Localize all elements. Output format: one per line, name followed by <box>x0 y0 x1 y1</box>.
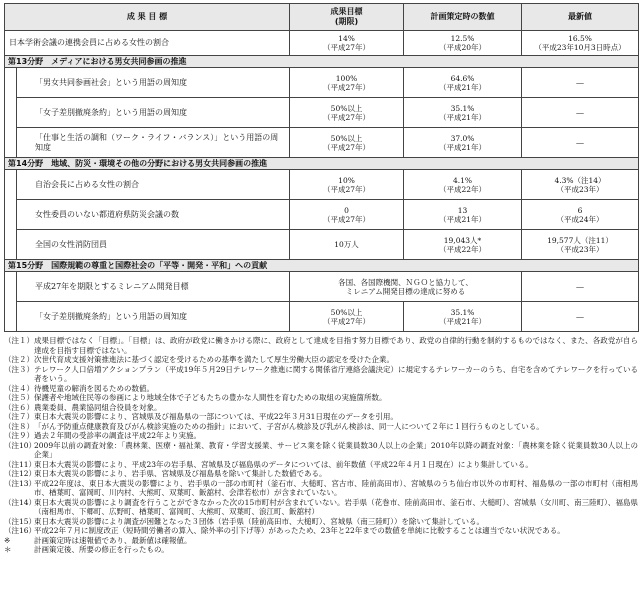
table-row <box>5 230 639 260</box>
latest-cell: 6 （平成24年） <box>522 200 639 230</box>
footnote-label: （注16） <box>4 526 37 536</box>
goals-table <box>4 3 639 332</box>
footnote-text: 次世代育成支援対策推進法に基づく認定を受けるための基準を満たして厚生労働大臣の認定を受けた企業。 <box>34 355 394 365</box>
goal-cell: 「仕事と生活の調和（ワーク・ライフ・バランス）」という用語の周知度 <box>17 128 290 158</box>
table-row <box>5 272 639 302</box>
latest-cell: ― <box>522 68 639 98</box>
target-cell: 14% （平成27年） <box>290 31 404 56</box>
document-page <box>4 3 638 555</box>
footnote-text: 計画策定時は速報値であり、最新値は確報値。 <box>34 535 192 545</box>
footnote <box>4 545 638 555</box>
footnote-label: （注10） <box>4 440 37 450</box>
table-row <box>5 68 639 98</box>
footnote-text: 計画策定後、所要の修正を行ったもの。 <box>34 545 169 555</box>
footnote-text: 東日本大震災の影響により調査を行うことができなかった次の15市町村が含まれていない。岩手県（花巻市、陸前高田市、釜石市、大槌町）、宮城県（女川町、南三陸町）、福島県（南相馬市、下郷町、広野町、楢葉町、富岡町、大熊町、双葉町、浪江町、飯舘村） <box>34 497 638 517</box>
baseline-cell: 12.5% （平成20年） <box>404 31 522 56</box>
latest-cell: 16.5% （平成23年10月3日時点） <box>522 31 639 56</box>
baseline-cell: 35.1% （平成21年） <box>404 302 522 332</box>
table-header-row <box>5 4 639 31</box>
goal-cell: 全国の女性消防団員 <box>17 230 290 260</box>
latest-cell: ― <box>522 98 639 128</box>
footnote-label: （注９） <box>4 431 34 441</box>
footnote <box>4 393 638 403</box>
latest-cell: 4.3%（注14） （平成23年） <box>522 170 639 200</box>
footnote <box>4 526 638 536</box>
footnote <box>4 517 638 527</box>
footnote <box>4 412 638 422</box>
footnote-label: （注13） <box>4 478 37 488</box>
baseline-cell: 19,043人* （平成22年） <box>404 230 522 260</box>
baseline-cell: 35.1% （平成21年） <box>404 98 522 128</box>
table-row <box>5 302 639 332</box>
footnote-text: 東日本大震災の影響により、平成23年の岩手県、宮城県及び福島県のデータについては、前年数値（平成22年４月１日現在）により集計している。 <box>34 459 533 469</box>
footnote-label: （注２） <box>4 355 34 365</box>
footnote-label: （注６） <box>4 402 34 412</box>
baseline-cell: 13 （平成21年） <box>404 200 522 230</box>
table-row <box>5 170 639 200</box>
footnote-label: （注14） <box>4 497 37 507</box>
footnote <box>4 469 638 479</box>
footnote-text: 成果目標ではなく「目標」。「目標」は、政府が政党に働きかける際に、政府として達成を目指す努力目標であり、政党の自律的行動を制約するものではなく、また、各政党が自ら達成を目指す目標ではない。 <box>34 336 638 355</box>
goal-cell: 「女子差別撤廃条約」という用語の周知度 <box>17 98 290 128</box>
target-cell: 50%以上 （平成27年） <box>290 302 404 332</box>
footnote-text: 東日本大震災の影響により、岩手県、宮城県及び福島県を除いて集計した数値である。 <box>34 469 327 479</box>
footnote-text: 平成22年７月に制度改正（短時間労働者の算入、除外率の引下げ等）があったため、23年と22年までの数値を単純に比較することは適当でない状況である。 <box>34 526 565 536</box>
goal-cell: 女性委員のいない都道府県防災会議の数 <box>17 200 290 230</box>
goal-cell: 日本学術会議の連携会員に占める女性の割合 <box>5 31 290 56</box>
footnotes <box>4 336 638 555</box>
goal-cell: 自治会長に占める女性の割合 <box>17 170 290 200</box>
footnote-text: テレワーク人口倍増アクションプラン（平成19年５月29日テレワーク推進に関する関係省庁連絡会議決定）に規定するテレワーカーのうち、自宅を含めてテレワークを行っている者をいう。 <box>34 364 638 384</box>
section-heading-row <box>5 158 639 170</box>
footnote-label: （注３） <box>4 364 34 374</box>
header-latest: 最新値 <box>522 4 639 31</box>
goal-cell: 平成27年を期限とするミレニアム開発目標 <box>17 272 290 302</box>
target-cell: 50%以上 （平成27年） <box>290 98 404 128</box>
section-title: 第13分野 メディアにおける男女共同参画の推進 <box>5 56 639 68</box>
footnote-text: 過去２年間の受診率の調査は平成22年より実施。 <box>34 431 202 441</box>
footnote-label: （注12） <box>4 469 37 479</box>
footnote-label: （注１） <box>4 336 34 345</box>
footnote-label: （注４） <box>4 383 34 393</box>
footnote <box>4 498 638 517</box>
goal-cell: 「男女共同参画社会」という用語の周知度 <box>17 68 290 98</box>
footnote-text: 保護者や地域住民等の参画により地域全体で子どもたちの豊かな人間性を育むための取組の実施箇所数。 <box>34 393 387 403</box>
latest-cell: ― <box>522 302 639 332</box>
footnote <box>4 536 638 546</box>
footnote-text: 待機児童の解消を図るための数値。 <box>34 383 154 393</box>
section-title: 第15分野 国際規範の尊重と国際社会の「平等・開発・平和」への貢献 <box>5 260 639 272</box>
header-target: 成果目標 (期限) <box>290 4 404 31</box>
footnote-label: （注15） <box>4 516 37 526</box>
footnote-text: 東日本大震災の影響により、宮城県及び福島県の一部については、平成22年３月31日現在のデータを引用。 <box>34 412 398 422</box>
table-row <box>5 128 639 158</box>
baseline-cell: 4.1% （平成22年） <box>404 170 522 200</box>
header-baseline: 計画策定時の数値 <box>404 4 522 31</box>
section-title: 第14分野 地域、防災・環境その他の分野における男女共同参画の推進 <box>5 158 639 170</box>
footnote <box>4 365 638 384</box>
baseline-cell: 37.0% （平成21年） <box>404 128 522 158</box>
target-cell: 0 （平成27年） <box>290 200 404 230</box>
footnote <box>4 460 638 470</box>
table-row <box>5 98 639 128</box>
footnote-text: 「がん予防重点健康教育及びがん検診実施のための指針」において、子宮がん検診及び乳がん検診は、同一人について２年に１回行うものとしている。 <box>34 421 544 431</box>
target-cell: 10% （平成27年） <box>290 170 404 200</box>
footnote <box>4 355 638 365</box>
target-cell: 各国、各国際機関、ＮＧＯと協力して、 ミレニアム開発目標の達成に努める <box>290 272 522 302</box>
latest-cell: ― <box>522 128 639 158</box>
footnote-label: ＊ <box>4 545 12 555</box>
footnote <box>4 479 638 498</box>
table-row <box>5 31 639 56</box>
footnote-text: 平成22年度は、東日本大震災の影響により、岩手県の一部の市町村（釜石市、大槌町、宮古市、陸前高田市）、宮城県のうち仙台市以外の市町村、福島県の一部の市町村（南相馬市、楢葉町、富岡町、川内村、大熊町、双葉町、飯舘村、会津若松市）が含まれていない。 <box>34 478 638 498</box>
table-row <box>5 200 639 230</box>
footnote <box>4 422 638 432</box>
latest-cell: 19,577人（注11） （平成23年） <box>522 230 639 260</box>
section-heading-row <box>5 260 639 272</box>
latest-cell: ― <box>522 272 639 302</box>
footnote <box>4 403 638 413</box>
target-cell: 10万人 <box>290 230 404 260</box>
header-goal: 成 果 目 標 <box>5 4 290 31</box>
footnote <box>4 336 638 355</box>
footnote-label: （注５） <box>4 393 34 403</box>
footnote <box>4 431 638 441</box>
footnote-label: （注８） <box>4 421 34 431</box>
footnote-text: 2009年以前の調査対象：「農林業、医療・福祉業、教育・学習支援業、サービス業を除く従業員数30人以上の企業」2010年以降の調査対象：「農林業を除く従業員数30人以上の企業」 <box>34 440 638 460</box>
section-heading-row <box>5 56 639 68</box>
baseline-cell: 64.6% （平成21年） <box>404 68 522 98</box>
goal-cell: 「女子差別撤廃条約」という用語の周知度 <box>17 302 290 332</box>
footnote-label: ※ <box>4 535 11 545</box>
footnote-text: 農業委員、農業協同組合役員を対象。 <box>34 402 162 412</box>
footnote-label: （注７） <box>4 412 34 422</box>
target-cell: 100% （平成27年） <box>290 68 404 98</box>
footnote-label: （注11） <box>4 459 37 469</box>
target-cell: 50%以上 （平成27年） <box>290 128 404 158</box>
footnote <box>4 441 638 460</box>
footnote <box>4 384 638 394</box>
footnote-text: 東日本大震災の影響により調査が困難となった３団体（岩手県（陸前高田市、大槌町）、宮城県（南三陸町））を除いて集計している。 <box>34 516 484 526</box>
